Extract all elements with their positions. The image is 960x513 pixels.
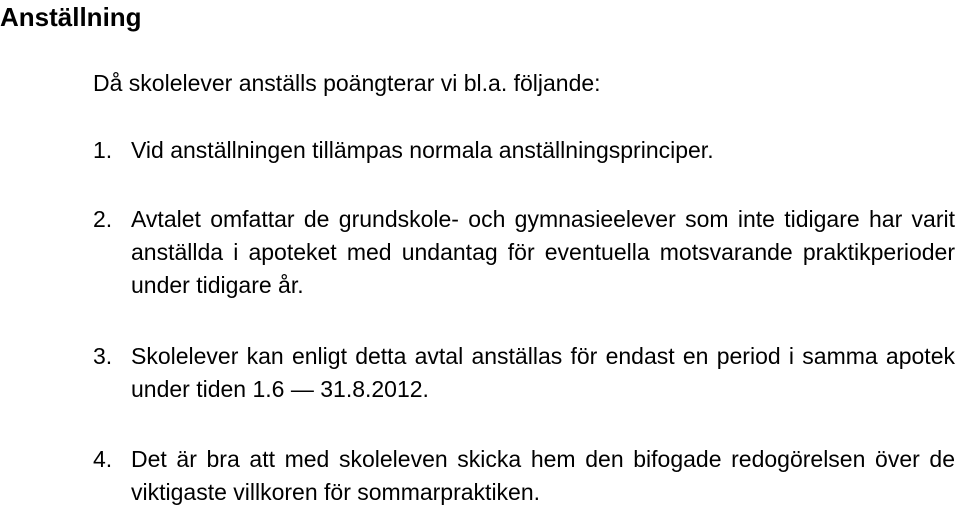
list-item-text: Avtalet omfattar de grundskole- och gymnasieelever som inte tidigare har varit anställda i apoteket med undantag för eventuella motsvarande praktikperioder under tidigare år. xyxy=(131,206,955,298)
list-item xyxy=(93,203,955,302)
list-item-text: Det är bra att med skoleleven skicka hem den bifogade redogörelsen över de viktigaste villkoren för sommarpraktiken. xyxy=(131,446,955,505)
list-item-number: 1. xyxy=(93,137,113,163)
list-item xyxy=(93,340,955,406)
list-item-text: Vid anställningen tillämpas normala anställningsprinciper. xyxy=(131,137,714,163)
intro-paragraph: Då skolelever anställs poängterar vi bl.a. följande: xyxy=(93,70,601,96)
list-item-number: 2. xyxy=(93,206,113,232)
list-item-text: Skolelever kan enligt detta avtal anställas för endast en period i samma apotek under tiden 1.6 — 31.8.2012. xyxy=(131,343,955,402)
list-item xyxy=(93,134,955,167)
list-item xyxy=(93,443,955,509)
list-item-number: 4. xyxy=(93,446,113,472)
section-heading: Anställning xyxy=(0,2,142,32)
list-item-number: 3. xyxy=(93,343,113,369)
